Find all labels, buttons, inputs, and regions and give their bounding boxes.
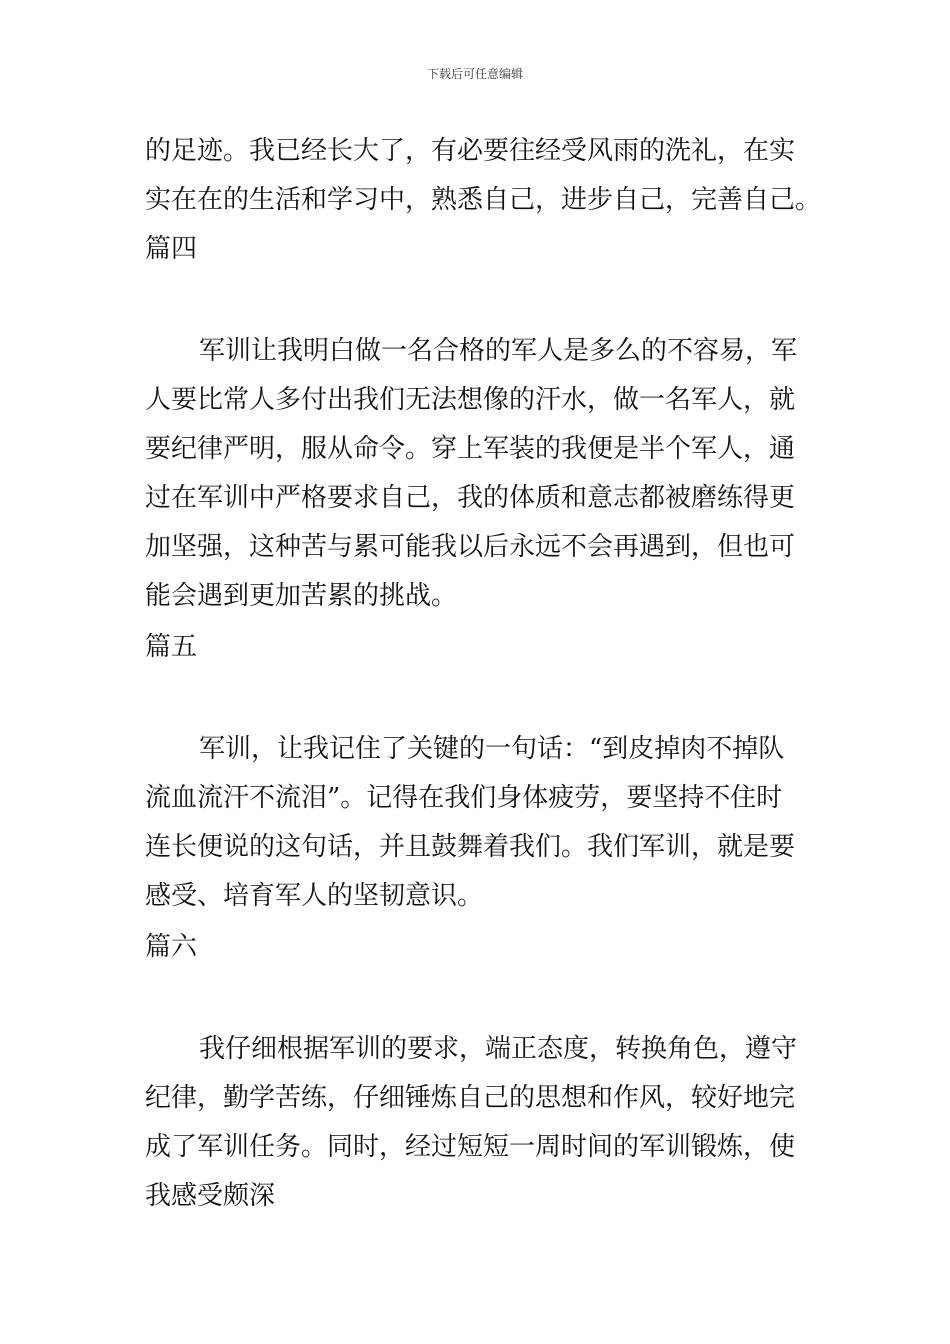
paragraph-line: 实在在的生活和学习中，熟悉自己，进步自己，完善自己。 [145, 185, 822, 215]
paragraph-line: 成了军训任务。同时，经过短短一周时间的军训锻炼，使 [145, 1132, 796, 1162]
continuation-paragraph [145, 127, 822, 225]
paragraph-line: 军训，让我记住了关键的一句话：“到皮掉肉不掉队 [199, 734, 785, 764]
section-title-5: 篇五 [145, 632, 198, 662]
paragraph-line: 人要比常人多付出我们无法想像的汗水，做一名军人，就 [145, 385, 796, 415]
paragraph-line: 过在军训中严格要求自己，我的体质和意志都被磨练得更 [145, 483, 796, 513]
section-4-paragraph [145, 327, 807, 621]
paragraph-line: 能会遇到更加苦累的挑战。 [145, 581, 458, 611]
paragraph-line: 连长便说的这句话，并且鼓舞着我们。我们军训，就是要 [145, 832, 796, 862]
section-title-4: 篇四 [145, 234, 198, 264]
page-header-note: 下载后可任意编辑 [426, 67, 523, 81]
paragraph-line: 感受、培育军人的坚韧意识。 [145, 881, 484, 911]
paragraph-line: 流血流汗不流泪”。记得在我们身体疲劳，要坚持不住时 [145, 783, 783, 813]
paragraph-line: 的足迹。我已经长大了，有必要往经受风雨的洗礼，在实 [145, 136, 796, 166]
section-6-paragraph [145, 1025, 807, 1221]
paragraph-line: 加坚强，这种苦与累可能我以后永远不会再遇到，但也可 [145, 532, 796, 562]
paragraph-line: 纪律，勤学苦练，仔细锤炼自己的思想和作风，较好地完 [145, 1083, 796, 1113]
section-title-6: 篇六 [145, 932, 198, 962]
paragraph-line: 我感受颇深 [145, 1181, 276, 1211]
paragraph-line: 我仔细根据军训的要求，端正态度，转换角色，遵守 [199, 1034, 798, 1064]
section-5-paragraph [145, 725, 807, 921]
paragraph-line: 军训让我明白做一名合格的军人是多么的不容易，军 [199, 336, 798, 366]
paragraph-line: 要纪律严明，服从命令。穿上军装的我便是半个军人，通 [145, 434, 796, 464]
